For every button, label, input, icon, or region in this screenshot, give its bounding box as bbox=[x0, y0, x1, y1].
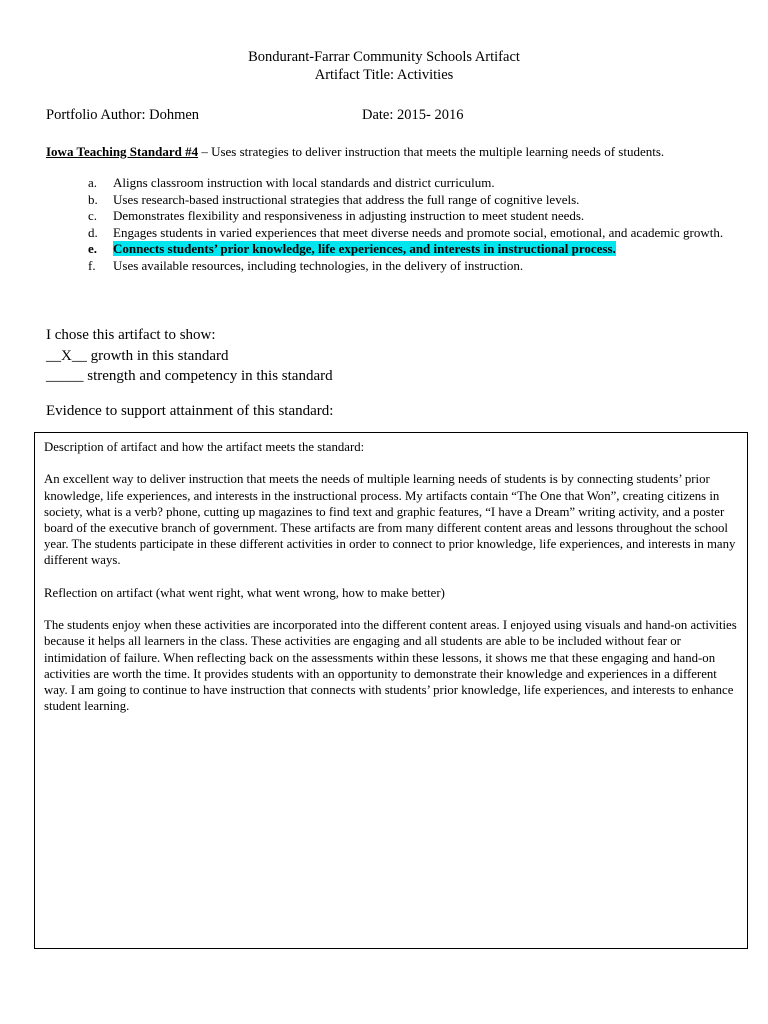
criteria-text bbox=[113, 241, 730, 258]
criteria-text: Aligns classroom instruction with local standards and district curriculum. bbox=[113, 175, 495, 190]
criteria-item bbox=[70, 208, 730, 225]
choice-strength: _____ strength and competency in this standard bbox=[46, 368, 333, 384]
criteria-item bbox=[70, 175, 730, 192]
criteria-marker: f. bbox=[88, 257, 96, 273]
criteria-marker: e. bbox=[88, 241, 98, 256]
reflection-body: The students enjoy when these activities are incorporated into the different content areas. I enjoyed using visuals and hand-on activities because it helps all learners in the class. These activities are engaging and all students are able to be included without fear or intimidation of failure. When reflecting back on the assessments within these lessons, it shows me that these engaging and hand-on activities are worth the time. It provides students with an opportunity to demonstrate their knowledge and experiences in a different way. I am going to continue to have instruction that connects with students’ prior knowledge, life experiences, and interests to enhance student learning. bbox=[44, 618, 737, 714]
artifact-title: Artifact Title: Activities bbox=[314, 67, 454, 83]
criteria-item bbox=[70, 192, 730, 209]
teaching-standard bbox=[46, 144, 736, 160]
choice-section bbox=[46, 325, 333, 387]
document-title: Bondurant-Farrar Community Schools Artifact bbox=[248, 49, 520, 65]
date-range: Date: 2015- 2016 bbox=[362, 107, 464, 123]
criteria-list bbox=[70, 175, 730, 274]
criteria-text: Demonstrates flexibility and responsiveness in adjusting instruction to meet student needs. bbox=[113, 208, 585, 223]
standard-description: – Uses strategies to deliver instruction that meets the multiple learning needs of students. bbox=[198, 144, 665, 159]
criteria-marker: c. bbox=[88, 208, 98, 223]
choice-intro: I chose this artifact to show: bbox=[46, 327, 216, 343]
criteria-item bbox=[70, 258, 730, 275]
criteria-text: Uses available resources, including technologies, in the delivery of instruction. bbox=[113, 257, 524, 273]
criteria-marker: b. bbox=[88, 191, 98, 207]
portfolio-author: Portfolio Author: Dohmen bbox=[46, 107, 200, 123]
criteria-text: Uses research-based instructional strategies that address the full range of cognitive levels. bbox=[113, 191, 580, 207]
evidence-heading: Evidence to support attainment of this standard: bbox=[46, 403, 334, 419]
description-heading: Description of artifact and how the artifact meets the standard: bbox=[44, 440, 365, 454]
highlighted-text: Connects students’ prior knowledge, life experiences, and interests in instructional process. bbox=[113, 241, 616, 256]
standard-title: Iowa Teaching Standard #4 bbox=[46, 144, 199, 159]
evidence-box bbox=[34, 432, 748, 949]
criteria-marker: a. bbox=[88, 175, 98, 190]
description-body: An excellent way to deliver instruction that meets the needs of multiple learning needs of students is by connecting students’ prior knowledge, life experiences, and interests in the instructional process. My artifacts contain “The One that Won”, creating citizens in society, what is a verb? phone, cutting up magazines to find text and graphic features, “I have a Dream” writing activity, and a poster board of the executive branch of government. These artifacts are from many different content areas and lessons throughout the school year. The students participate in these different activities in order to connect to prior knowledge, life experiences, and interests in many different ways. bbox=[44, 472, 736, 568]
criteria-marker: d. bbox=[88, 224, 98, 240]
choice-growth: __X__ growth in this standard bbox=[46, 347, 229, 364]
reflection-heading: Reflection on artifact (what went right, what went wrong, how to make better) bbox=[44, 585, 445, 600]
criteria-item-highlighted bbox=[70, 241, 730, 258]
criteria-text: Engages students in varied experiences that meet diverse needs and promote social, emotional, and academic growth. bbox=[113, 224, 724, 240]
criteria-item bbox=[70, 225, 730, 242]
